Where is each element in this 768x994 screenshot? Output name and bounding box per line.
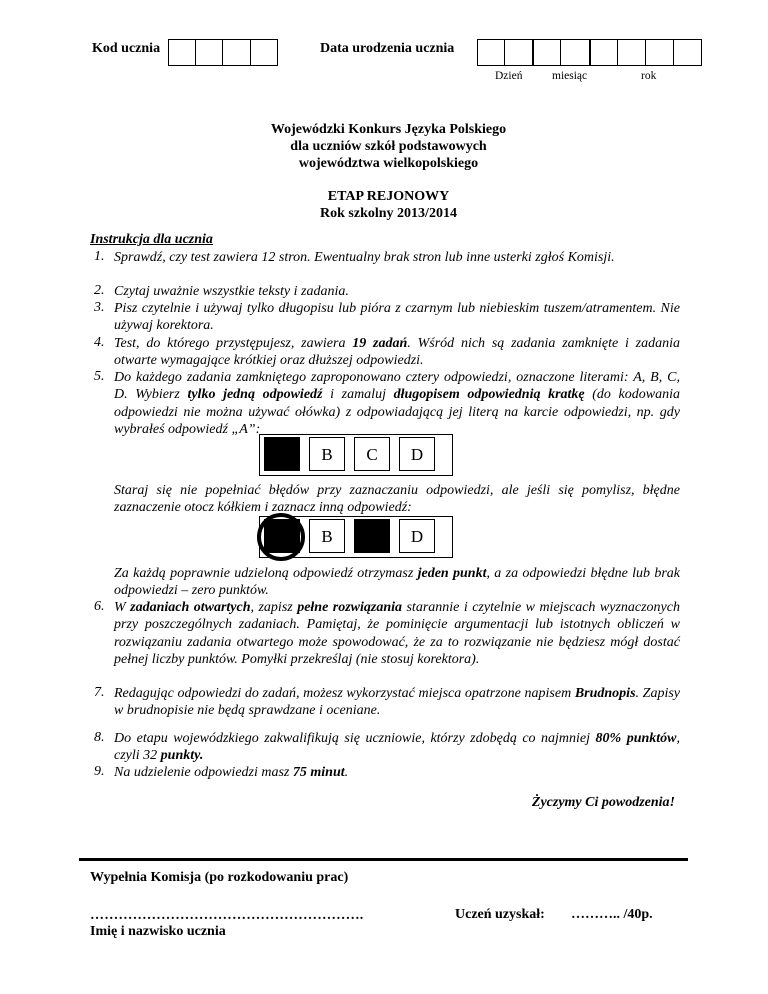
date-box[interactable] (674, 40, 701, 65)
item-number: 2. (94, 283, 105, 298)
date-box[interactable] (618, 40, 646, 65)
student-code-boxes[interactable] (168, 39, 278, 66)
item-number: 1. (94, 249, 105, 264)
answer-box: D (399, 519, 435, 553)
title-line1: Wojewódzki Konkurs Języka Polskiego (270, 122, 507, 137)
instruction-3: Pisz czytelnie i używaj tylko długopisu lub pióra z czarnym lub niebieskim tuszem/atramentem. Nie używaj korektora. (114, 301, 680, 334)
instruction-5: Do każdego zadania zamkniętego zaproponowano cztery odpowiedzi, oznaczone literami: A, B, C, D. Wybierz tylko jedną odpowiedź i zamaluj długopisem odpowiednią kratkę (do kodowania odpowiedzi nie można używać ołówka) z odpowiadającą jej literą na karcie odpowiedzi, np. gdy wybrałeś odpowiedź „A”: (114, 370, 680, 437)
date-box[interactable] (561, 40, 590, 65)
code-box[interactable] (196, 40, 224, 65)
answer-example-1-options (264, 437, 435, 473)
instruction-2: Czytaj uważnie wszystkie teksty i zadania. (114, 284, 349, 299)
day-label: Dzień (495, 70, 523, 82)
code-box[interactable] (169, 40, 196, 65)
instruction-7: Redagując odpowiedzi do zadań, możesz wykorzystać miejsca opatrzone napisem Brudnopis. Zapisy w brudnopisie nie będą sprawdzane i oceniane. (114, 686, 681, 719)
item-number: 3. (94, 300, 105, 315)
answer-box-filled (264, 437, 300, 471)
instruction-4: Test, do którego przystępujesz, zawiera 19 zadań. Wśród nich są zadania zamknięte i zadania otwarte wymagające krótkiej oraz dłuższej odpowiedzi. (114, 336, 680, 369)
instructions-heading: Instrukcja dla ucznia (90, 232, 213, 247)
answer-box: D (399, 437, 435, 471)
year-label: rok (641, 70, 657, 82)
item-number: 4. (94, 335, 105, 350)
instruction-scoring: Za każdą poprawnie udzieloną odpowiedź otrzymasz jeden punkt, a za odpowiedzi błędne lub brak odpowiedzi – zero punktów. (114, 566, 680, 599)
item-number: 6. (94, 599, 105, 614)
code-box[interactable] (251, 40, 278, 65)
stage-title: ETAP REJONOWY (327, 189, 450, 204)
school-year: Rok szkolny 2013/2014 (320, 206, 457, 221)
date-box[interactable] (505, 40, 534, 65)
score-label: Uczeń uzyskał: (455, 907, 545, 922)
answer-box: B (309, 519, 345, 553)
birth-date-label: Data urodzenia ucznia (320, 41, 455, 56)
student-code-label: Kod ucznia (92, 41, 161, 56)
date-box[interactable] (646, 40, 674, 65)
code-box[interactable] (223, 40, 251, 65)
instruction-6: W zadaniach otwartych, zapisz pełne rozwiązania starannie i czytelnie w miejscach wyznaczonych przy poszczególnych zadaniach. Pamiętaj, że pominięcie argumentacji lub istotnych obliczeń w rozwiązaniu zadania otwartego może spowodować, że za to rozwiązanie nie będziesz mógł dostać pełnej liczby punktów. Pomyłki przekreślaj (nie stosuj korektora). (114, 600, 680, 667)
good-luck-message: Życzymy Ci powodzenia! (531, 795, 675, 810)
footer-divider (79, 858, 688, 861)
instruction-1: Sprawdź, czy test zawiera 12 stron. Ewentualny brak stron lub inne usterki zgłoś Komisji. (114, 250, 615, 265)
instruction-mistake: Staraj się nie popełniać błędów przy zaznaczaniu odpowiedzi, ale jeśli się pomylisz, błędne zaznaczenie otocz kółkiem i zaznacz inną odpowiedź: (114, 483, 680, 516)
item-number: 8. (94, 730, 105, 745)
stage-block (0, 188, 768, 222)
instruction-8: Do etapu wojewódzkiego zakwalifikują się uczniowie, którzy zdobędą co najmniej 80% punktów, czyli 32 punkty. (114, 731, 680, 764)
instruction-9: Na udzielenie odpowiedzi masz 75 minut. (114, 765, 349, 780)
title-line3: województwa wielkopolskiego (298, 156, 479, 171)
student-name-dots: …………………………………………………. (90, 908, 364, 923)
student-name-label: Imię i nazwisko ucznia (90, 924, 226, 939)
item-number: 5. (94, 369, 105, 384)
correction-circle-icon (254, 511, 306, 563)
answer-box: C (354, 437, 390, 471)
title-line2: dla uczniów szkół podstawowych (290, 139, 487, 154)
month-label: miesiąc (552, 70, 588, 82)
birth-date-boxes[interactable] (477, 39, 702, 66)
date-box[interactable] (534, 40, 561, 65)
competition-title (0, 121, 768, 172)
answer-box: B (309, 437, 345, 471)
answer-box-filled (354, 519, 390, 553)
date-box[interactable] (478, 40, 505, 65)
item-number: 7. (94, 685, 105, 700)
score-value: ……….. /40p. (571, 907, 653, 922)
item-number: 9. (94, 764, 105, 779)
date-box[interactable] (591, 40, 618, 65)
commission-label: Wypełnia Komisja (po rozkodowaniu prac) (90, 870, 349, 885)
